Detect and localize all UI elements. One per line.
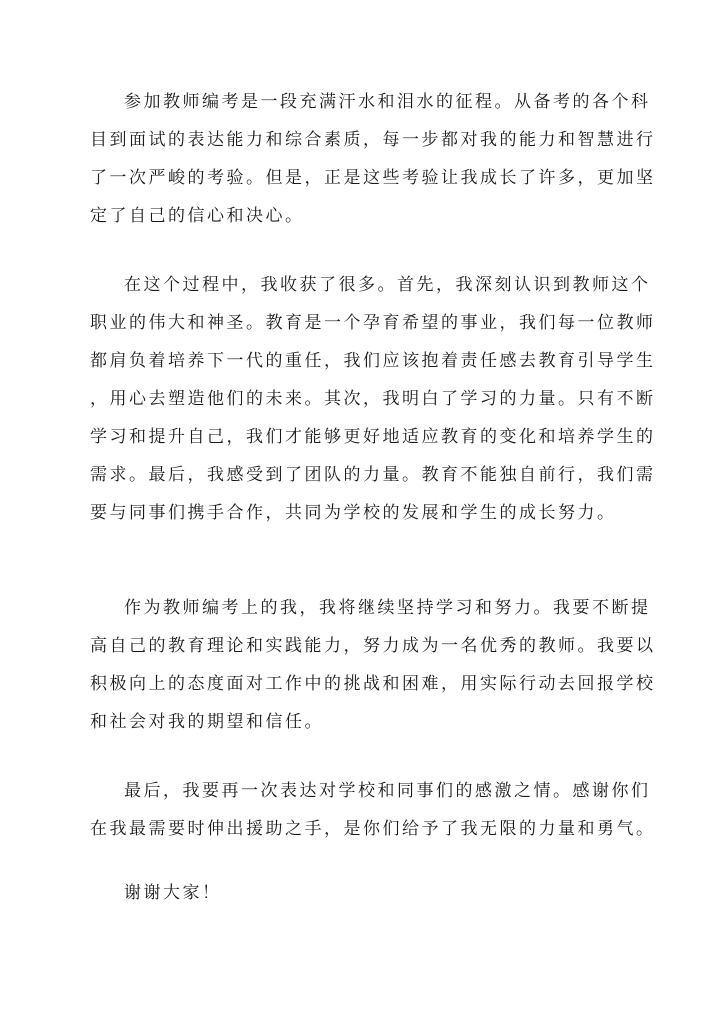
paragraph-exam-journey (90, 83, 656, 235)
text-line: 需求。最后，我感受到了团队的力量。教育不能独自前行，我们需 (90, 465, 656, 485)
text-line: 最后，我要再一次表达对学校和同事们的感激之情。感谢你们 (124, 781, 651, 801)
text-line: 高自己的教育理论和实践能力，努力成为一名优秀的教师。我要以 (90, 636, 656, 656)
text-line: 职业的伟大和神圣。教育是一个孕育希望的事业，我们每一位教师 (90, 313, 656, 333)
text-line: ，用心去塑造他们的未来。其次，我明白了学习的力量。只有不断 (90, 389, 656, 409)
text-line: 了一次严峻的考验。但是，正是这些考验让我成长了许多，更加坚 (90, 168, 656, 188)
paragraph-commitment (90, 589, 656, 741)
text-line: 和社会对我的期望和信任。 (90, 712, 324, 732)
text-line: 学习和提升自己，我们才能够更好地适应教育的变化和培养学生的 (90, 427, 656, 447)
text-line: 在我最需要时伸出援助之手，是你们给予了我无限的力量和勇气。 (90, 819, 656, 839)
paragraph-gains (90, 266, 656, 532)
text-line: 作为教师编考上的我，我将继续坚持学习和努力。我要不断提 (124, 598, 651, 618)
text-line: 参加教师编考是一段充满汗水和泪水的征程。从备考的各个科 (124, 92, 651, 112)
paragraph-closing (90, 874, 632, 912)
text-line: 在这个过程中，我收获了很多。首先，我深刻认识到教师这个 (124, 275, 651, 295)
text-line: 积极向上的态度面对工作中的挑战和困难，用实际行动去回报学校 (90, 674, 656, 694)
paragraph-gratitude (90, 772, 656, 848)
text-line: 都肩负着培养下一代的重任，我们应该抱着责任感去教育引导学生 (90, 351, 656, 371)
text-line: 要与同事们携手合作，共同为学校的发展和学生的成长努力。 (90, 503, 617, 523)
text-line: 定了自己的信心和决心。 (90, 206, 305, 226)
text-line: 谢谢大家！ (124, 883, 222, 903)
text-line: 目到面试的表达能力和综合素质，每一步都对我的能力和智慧进行 (90, 130, 656, 150)
